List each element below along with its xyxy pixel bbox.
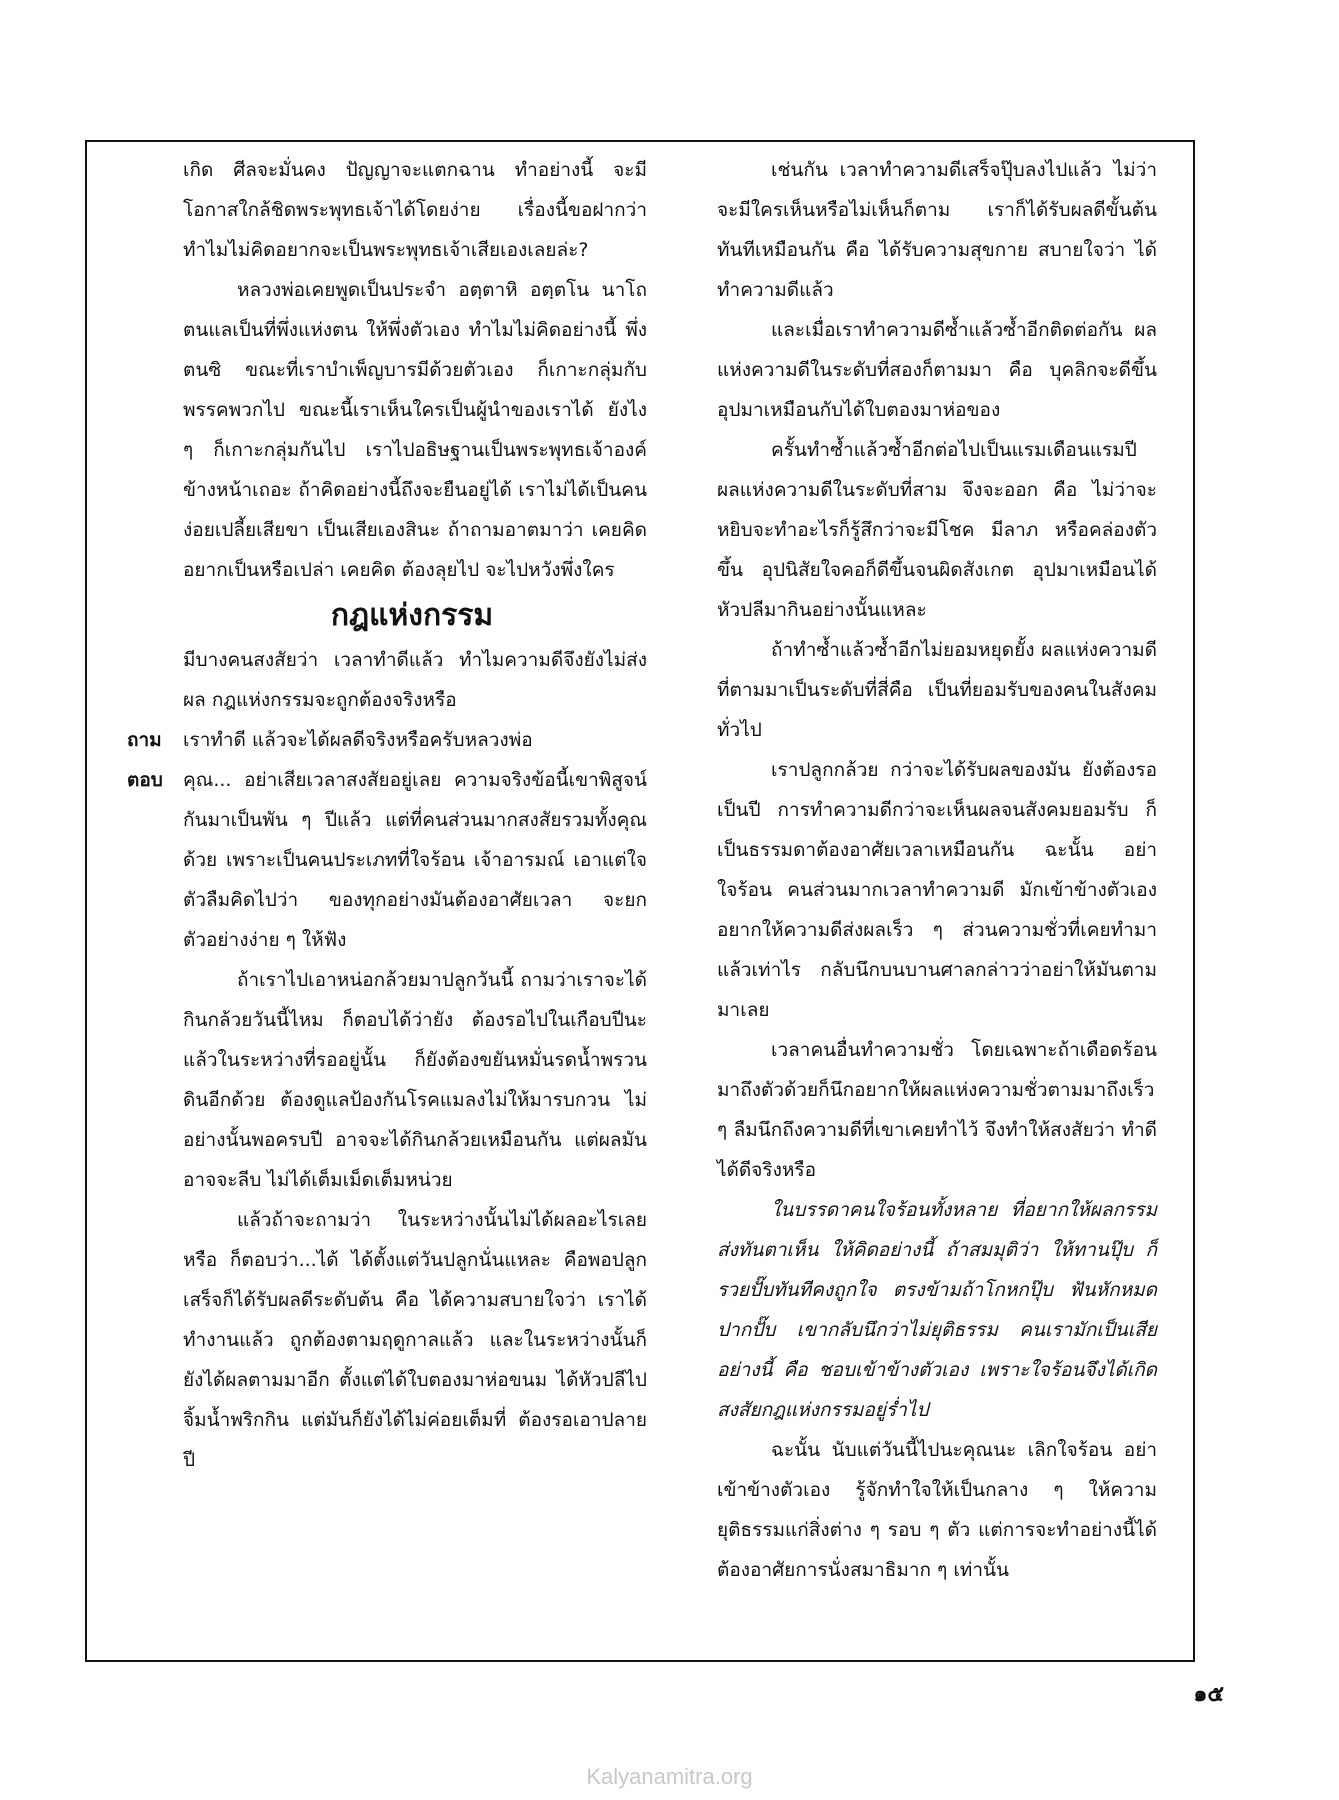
right-column xyxy=(717,150,1157,1590)
right-paragraph-4: ถ้าทำซ้ำแล้วซ้ำอีกไม่ยอมหยุดยั้ง ผลแห่งความดีที่ตามมาเป็นระดับที่สี่คือ เป็นที่ยอมรับของคนในสังคมทั่วไป xyxy=(717,639,1157,741)
question-row xyxy=(127,720,647,760)
page-number: ๑๕ xyxy=(1193,1682,1224,1707)
left-paragraph-4: ถ้าเราไปเอาหน่อกล้วยมาปลูกวันนี้ ถามว่าเราจะได้กินกล้วยวันนี้ไหม ก็ตอบได้ว่ายัง ต้องรอไปในเกือบปีนะ แล้วในระหว่างที่รออยู่นั้น ก็ยังต้องขยันหมั่นรดน้ำพรวนดินอีกด้วย ต้องดูแลป้องกันโรคแมลงไม่ให้มารบกวน ไม่อย่างนั้นพอครบปี อาจจะได้กินกล้วยเหมือนกัน แต่ผลมันอาจจะลีบ ไม่ได้เต็มเม็ดเต็มหน่วย xyxy=(183,969,647,1191)
section-heading: กฎแห่งกรรม xyxy=(330,598,494,633)
right-paragraph-1: เช่นกัน เวลาทำความดีเสร็จปุ๊บลงไปแล้ว ไม่ว่าจะมีใครเห็นหรือไม่เห็นก็ตาม เราก็ได้รับผลดีขั้นต้นทันทีเหมือนกัน คือ ได้รับความสุขกาย สบายใจว่า ได้ทำความดีแล้ว xyxy=(717,159,1157,301)
right-paragraph-8: ฉะนั้น นับแต่วันนี้ไปนะคุณนะ เลิกใจร้อน อย่าเข้าข้างตัวเอง รู้จักทำใจให้เป็นกลาง ๆ ให้ความยุติธรรมแก่สิ่งต่าง ๆ รอบ ๆ ตัว แต่การจะทำอย่างนี้ได้ ต้องอาศัยการนั่งสมาธิมาก ๆ เท่านั้น xyxy=(717,1439,1157,1581)
left-paragraph-2: หลวงพ่อเคยพูดเป็นประจำ อตฺตาหิ อตฺตโน นาโถ ตนแลเป็นที่พึ่งแห่งตน ให้พึ่งตัวเอง ทำไมไม่คิดอย่างนี้ พึ่งตนซิ ขณะที่เราบำเพ็ญบารมีด้วยตัวเอง ก็เกาะกลุ่มกับพรรคพวกไป ขณะนี้เราเห็นใครเป็นผู้นำของเราได้ ยังไง ๆ ก็เกาะกลุ่มกันไป เราไปอธิษฐานเป็นพระพุทธเจ้าองค์ข้างหน้าเถอะ ถ้าคิดอย่างนี้ถึงจะยืนอยู่ได้ เราไม่ได้เป็นคนง่อยเปลี้ยเสียขา เป็นเสียเองสินะ ถ้าถามอาตมาว่า เคยคิดอยากเป็นหรือเปล่า เคยคิด ต้องลุยไป จะไปหวังพึ่งใคร xyxy=(183,279,647,581)
left-column xyxy=(127,150,647,1480)
answer-row xyxy=(127,760,647,960)
text-frame xyxy=(85,140,1195,1662)
right-paragraph-2: และเมื่อเราทำความดีซ้ำแล้วซ้ำอีกติดต่อกัน ผลแห่งความดีในระดับที่สองก็ตามมา คือ บุคลิกจะดีขึ้น อุปมาเหมือนกับได้ใบตองมาห่อของ xyxy=(717,319,1157,421)
left-paragraph-5: แล้วถ้าจะถามว่า ในระหว่างนั้นไม่ได้ผลอะไรเลยหรือ ก็ตอบว่า...ได้ ได้ตั้งแต่วันปลูกนั่นแหละ คือพอปลูกเสร็จก็ได้รับผลดีระดับต้น คือ ได้ความสบายใจว่า เราได้ทำงานแล้ว ถูกต้องตามฤดูกาลแล้ว และในระหว่างนั้นก็ยังได้ผลตามมาอีก ตั้งแต่ได้ใบตองมาห่อขนม ได้หัวปลีไปจิ้มน้ำพริกกิน แต่มันก็ยังได้ไม่ค่อยเต็มที่ ต้องรอเอาปลายปี xyxy=(183,1209,647,1471)
right-paragraph-3: ครั้นทำซ้ำแล้วซ้ำอีกต่อไปเป็นแรมเดือนแรมปี ผลแห่งความดีในระดับที่สาม จึงจะออก คือ ไม่ว่าจะหยิบจะทำอะไรก็รู้สึกว่าจะมีโชค มีลาภ หรือคล่องตัวขึ้น อุปนิสัยใจคอก็ดีขึ้นจนผิดสังเกต อุปมาเหมือนได้หัวปลีมากินอย่างนั้นแหละ xyxy=(717,439,1157,621)
right-paragraph-6: เวลาคนอื่นทำความชั่ว โดยเฉพาะถ้าเดือดร้อนมาถึงตัวด้วยก็นึกอยากให้ผลแห่งความชั่วตามมาถึงเร็ว ๆ ลืมนึกถึงความดีที่เขาเคยทำไว้ จึงทำให้สงสัยว่า ทำดีได้ดีจริงหรือ xyxy=(717,1039,1157,1181)
right-paragraph-5: เราปลูกกล้วย กว่าจะได้รับผลของมัน ยังต้องรอเป็นปี การทำความดีกว่าจะเห็นผลจนสังคมยอมรับ ก็เป็นธรรมดาต้องอาศัยเวลาเหมือนกัน ฉะนั้น อย่าใจร้อน คนส่วนมากเวลาทำความดี มักเข้าข้างตัวเอง อยากให้ความดีส่งผลเร็ว ๆ ส่วนความชั่วที่เคยทำมาแล้วเท่าไร กลับนึกบนบานศาลกล่าวว่าอย่าให้มันตามมาเลย xyxy=(717,759,1157,1021)
question-text: เราทำดี แล้วจะได้ผลดีจริงหรือครับหลวงพ่อ xyxy=(183,729,533,751)
question-label: ถาม xyxy=(127,729,162,751)
watermark-text: Kalyanamitra.org xyxy=(586,1764,753,1789)
right-paragraph-7: ในบรรดาคนใจร้อนทั้งหลาย ที่อยากให้ผลกรรมส่งทันตาเห็น ให้คิดอย่างนี้ ถ้าสมมุติว่า ให้ทานปุ๊บ ก็รวยปั๊บทันทีคงถูกใจ ตรงข้ามถ้าโกหกปุ๊บ ฟันหักหมดปากปั๊บ เขากลับนึกว่าไม่ยุติธรรม คนเรามักเป็นเสียอย่างนี้ คือ ชอบเข้าข้างตัวเอง เพราะใจร้อนจึงได้เกิดสงสัยกฎแห่งกรรมอยู่ร่ำไป xyxy=(717,1199,1157,1421)
left-paragraph-1: เกิด ศีลจะมั่นคง ปัญญาจะแตกฉาน ทำอย่างนี้ จะมีโอกาสใกล้ชิดพระพุทธเจ้าได้โดยง่าย เรื่องนี้ขอฝากว่า ทำไมไม่คิดอยากจะเป็นพระพุทธเจ้าเสียเองเลยล่ะ? xyxy=(183,159,647,261)
answer-label: ตอบ xyxy=(127,769,163,791)
answer-text: คุณ... อย่าเสียเวลาสงสัยอยู่เลย ความจริงข้อนี้เขาพิสูจน์กันมาเป็นพัน ๆ ปีแล้ว แต่ที่คนส่วนมากสงสัยรวมทั้งคุณด้วย เพราะเป็นคนประเภทที่ใจร้อน เจ้าอารมณ์ เอาแต่ใจตัวลืมคิดไปว่า ของทุกอย่างมันต้องอาศัยเวลา จะยกตัวอย่างง่าย ๆ ให้ฟัง xyxy=(183,769,647,951)
left-paragraph-3: มีบางคนสงสัยว่า เวลาทำดีแล้ว ทำไมความดีจึงยังไม่ส่งผล กฎแห่งกรรมจะถูกต้องจริงหรือ xyxy=(183,649,647,711)
